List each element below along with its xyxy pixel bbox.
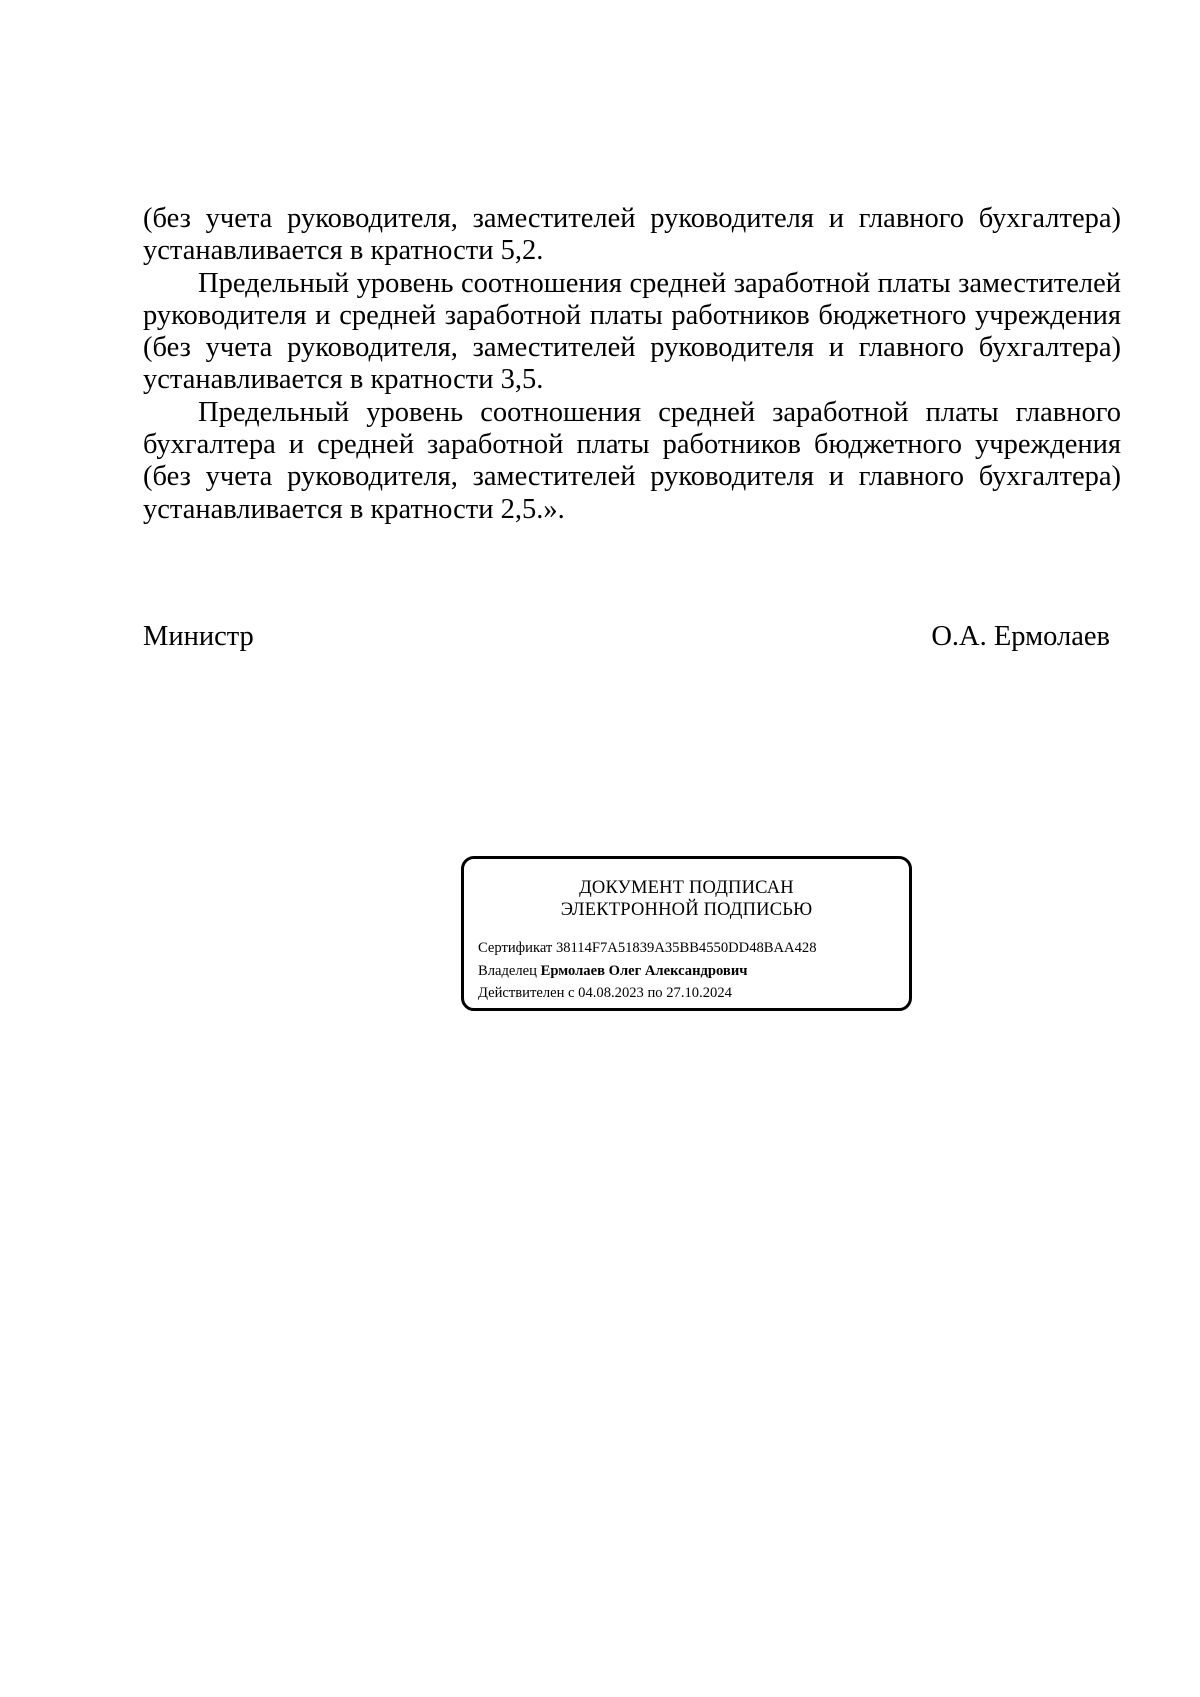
document-body — [143, 203, 1121, 526]
stamp-validity: Действителен с 04.08.2023 по 27.10.2024 — [478, 985, 732, 1001]
paragraph-2: Предельный уровень соотношения средней заработной платы заместителей руководителя и средней заработной платы работников бюджетного учреждения (без учета руководителя, заместителей руководителя и главного бухгалтера) устанавливается в кратности 3,5. — [143, 267, 1121, 396]
signatory-name: О.А. Ермолаев — [931, 621, 1110, 652]
stamp-owner-name: Ермолаев Олег Александрович — [540, 963, 748, 979]
signature-block — [143, 621, 1110, 653]
paragraph-3: Предельный уровень соотношения средней заработной платы главного бухгалтера и средней заработной платы работников бюджетного учреждения (без учета руководителя, заместителей руководителя и главного бухгалтера) устанавливается в кратности 2,5.». — [143, 396, 1121, 525]
stamp-title-line-1: ДОКУМЕНТ ПОДПИСАН — [579, 878, 794, 898]
stamp-owner — [478, 962, 747, 980]
paragraph-1: (без учета руководителя, заместителей руководителя и главного бухгалтера) устанавливается в кратности 5,2. — [143, 203, 1121, 267]
stamp-title-line-2: ЭЛЕКТРОННОЙ ПОДПИСЬЮ — [560, 900, 813, 920]
stamp-owner-label: Владелец — [478, 963, 537, 979]
stamp-certificate: Сертификат 38114F7A51839A35BB4550DD48BAA428 — [478, 940, 817, 956]
electronic-signature-stamp — [461, 856, 912, 1011]
signatory-position: Министр — [143, 621, 254, 652]
